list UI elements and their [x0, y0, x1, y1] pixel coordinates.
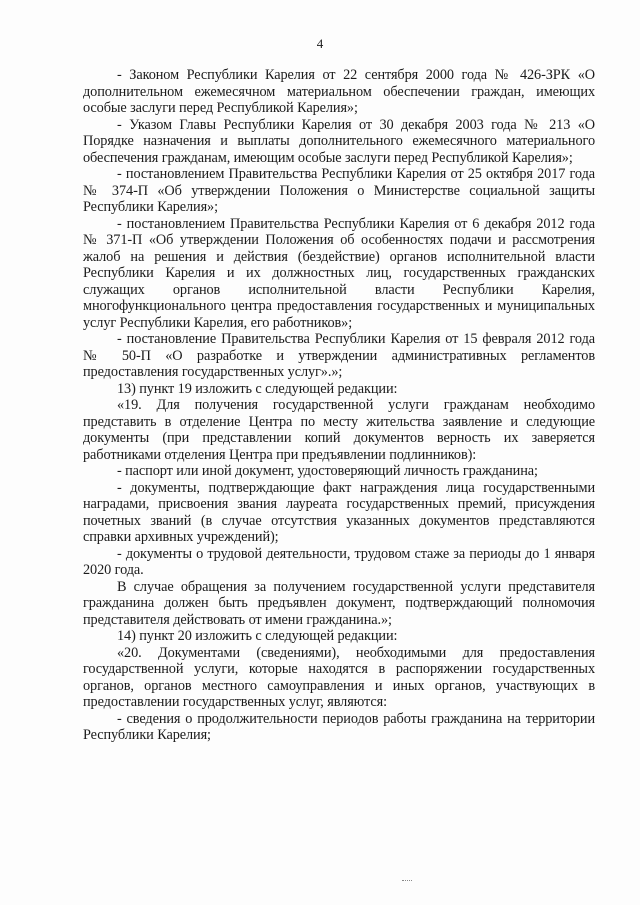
document-body: [83, 67, 595, 744]
paragraph: - сведения о продолжительности периодов работы гражданина на территории Республики Карелия;: [83, 710, 595, 743]
paragraph: В случае обращения за получением государственной услуги представителя гражданина должен быть предъявлен документ, подтверждающий полномочия представителя действовать от имени гражданина.»;: [83, 578, 595, 628]
paragraph: - постановление Правительства Республики Карелия от 15 февраля 2012 года № 50-П «О разработке и утверждении административных регламентов предоставления государственных услуг».»;: [83, 331, 595, 380]
paragraph: «19. Для получения государственной услуги гражданам необходимо представить в отделение Центра по месту жительства заявление и следующие документы (при представлении копий документов верность их заверяется работниками отделения Центра при предъявлении подлинников):: [83, 397, 595, 463]
paragraph: 13) пункт 19 изложить с следующей редакции:: [117, 380, 398, 397]
paragraph: - Законом Республики Карелия от 22 сентября 2000 года № 426-ЗРК «О дополнительном ежемесячном материальном обеспечении граждан, имеющих особые заслуги перед Республикой Карелия»;: [83, 67, 595, 116]
paragraph: «20. Документами (сведениями), необходимыми для предоставления государственной услуги, которые находятся в распоряжении государственных органов, органов местного самоуправления и иных органов, участвующих в предоставлении государственных услуг, являются:: [83, 644, 595, 710]
page-number: 4: [316, 36, 324, 51]
paragraph: 14) пункт 20 изложить с следующей редакции:: [117, 628, 398, 644]
paragraph: - документы о трудовой деятельности, трудовом стаже за периоды до 1 января 2020 года.: [83, 545, 595, 578]
paragraph: - паспорт или иной документ, удостоверяющий личность гражданина;: [117, 463, 538, 479]
scan-artifact: [402, 880, 412, 883]
paragraph: - Указом Главы Республики Карелия от 30 декабря 2003 года № 213 «О Порядке назначения и выплаты дополнительного ежемесячного материального обеспечения гражданам, имеющим особые заслуги перед Республикой Карелия»;: [83, 116, 595, 166]
paragraph: - документы, подтверждающие факт награждения лица государственными наградами, присвоения звания лауреата государственных премий, присуждения почетных званий (в случае отсутствия указанных документов представляются справки архивных учреждений);: [83, 479, 595, 545]
paragraph: - постановлением Правительства Республики Карелия от 25 октября 2017 года № 374-П «Об утверждении Положения о Министерстве социальной защиты Республики Карелия»;: [83, 166, 595, 215]
paragraph: - постановлением Правительства Республики Карелия от 6 декабря 2012 года № 371-П «Об утверждении Положения об особенностях подачи и рассмотрения жалоб на решения и действия (бездействие) органов исполнительной власти Республики Карелия и их должностных лиц, государственных гражданских служащих органов исполнительной власти Республики Карелия, многофункционального центра предоставления государственных и муниципальных услуг Республики Карелия, его работников»;: [83, 215, 595, 331]
